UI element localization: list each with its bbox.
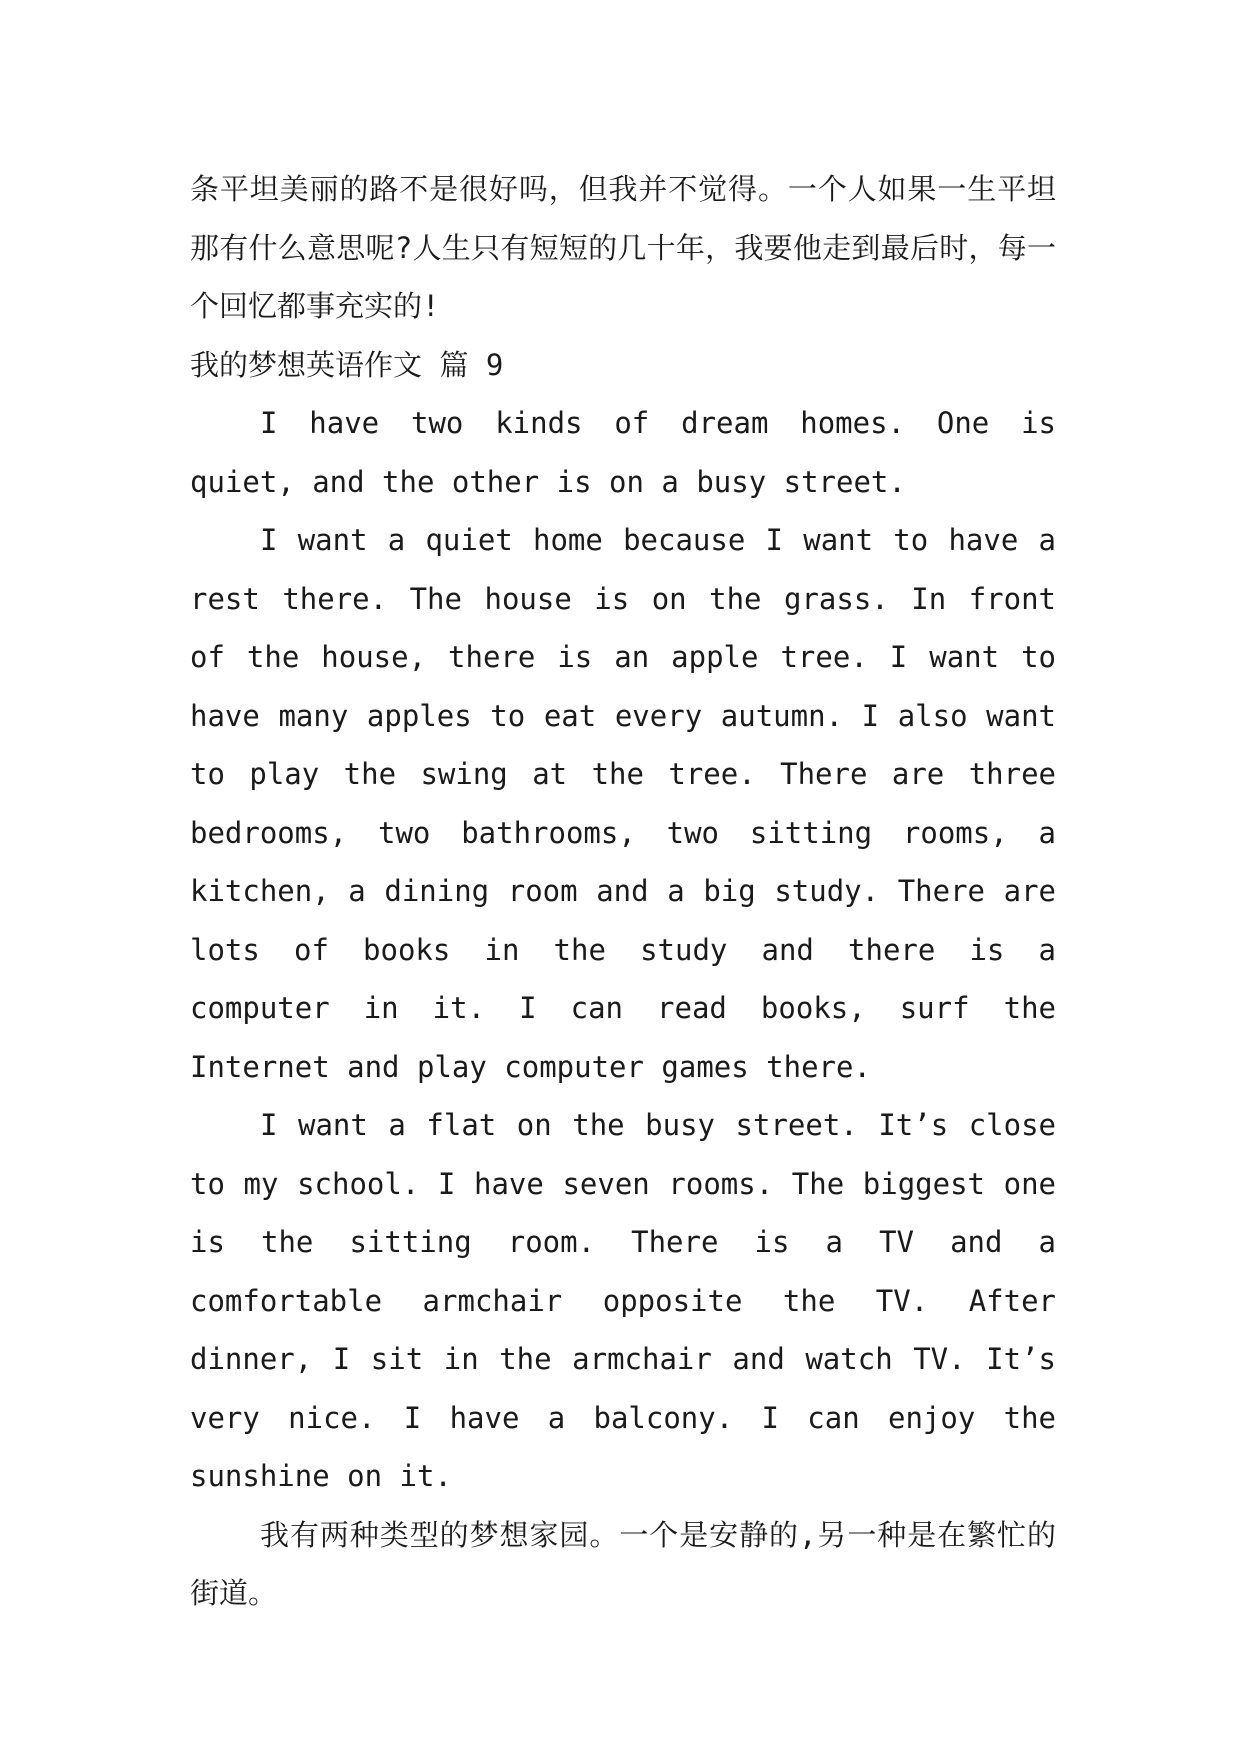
body-paragraph-3: I want a flat on the busy street. It’s close to my school. I have seven rooms. The biggest one is the sitting room. There is a TV and a comfortable armchair opposite the TV. After dinner, I sit in the armchair and watch TV. It’s very nice. I have a balcony. I can enjoy the sunshine on it. (190, 1108, 1056, 1493)
body-paragraph-2: I want a quiet home because I want to have a rest there. The house is on the grass. In front of the house, there is an apple tree. I want to have many apples to eat every autumn. I also want to play the swing at the tree. There are three bedrooms, two bathrooms, two sitting rooms, a kitchen, a dining room and a big study. There are lots of books in the study and there is a computer in it. I can read books, surf the Internet and play computer games there. (190, 523, 1056, 1084)
section-heading: 我的梦想英语作文 篇 9 (190, 347, 504, 382)
body-paragraph-4: 我有两种类型的梦想家园。一个是安静的,另一种是在繁忙的街道。 (190, 1517, 1056, 1610)
body-paragraph-1: I have two kinds of dream homes. One is quiet, and the other is on a busy street. (190, 406, 1056, 499)
carryover-paragraph: 条平坦美丽的路不是很好吗，但我并不觉得。一个人如果一生平坦那有什么意思呢?人生只有短短的几十年，我要他走到最后时，每一个回忆都事充实的! (190, 172, 1056, 323)
document-page (190, 160, 1056, 1623)
